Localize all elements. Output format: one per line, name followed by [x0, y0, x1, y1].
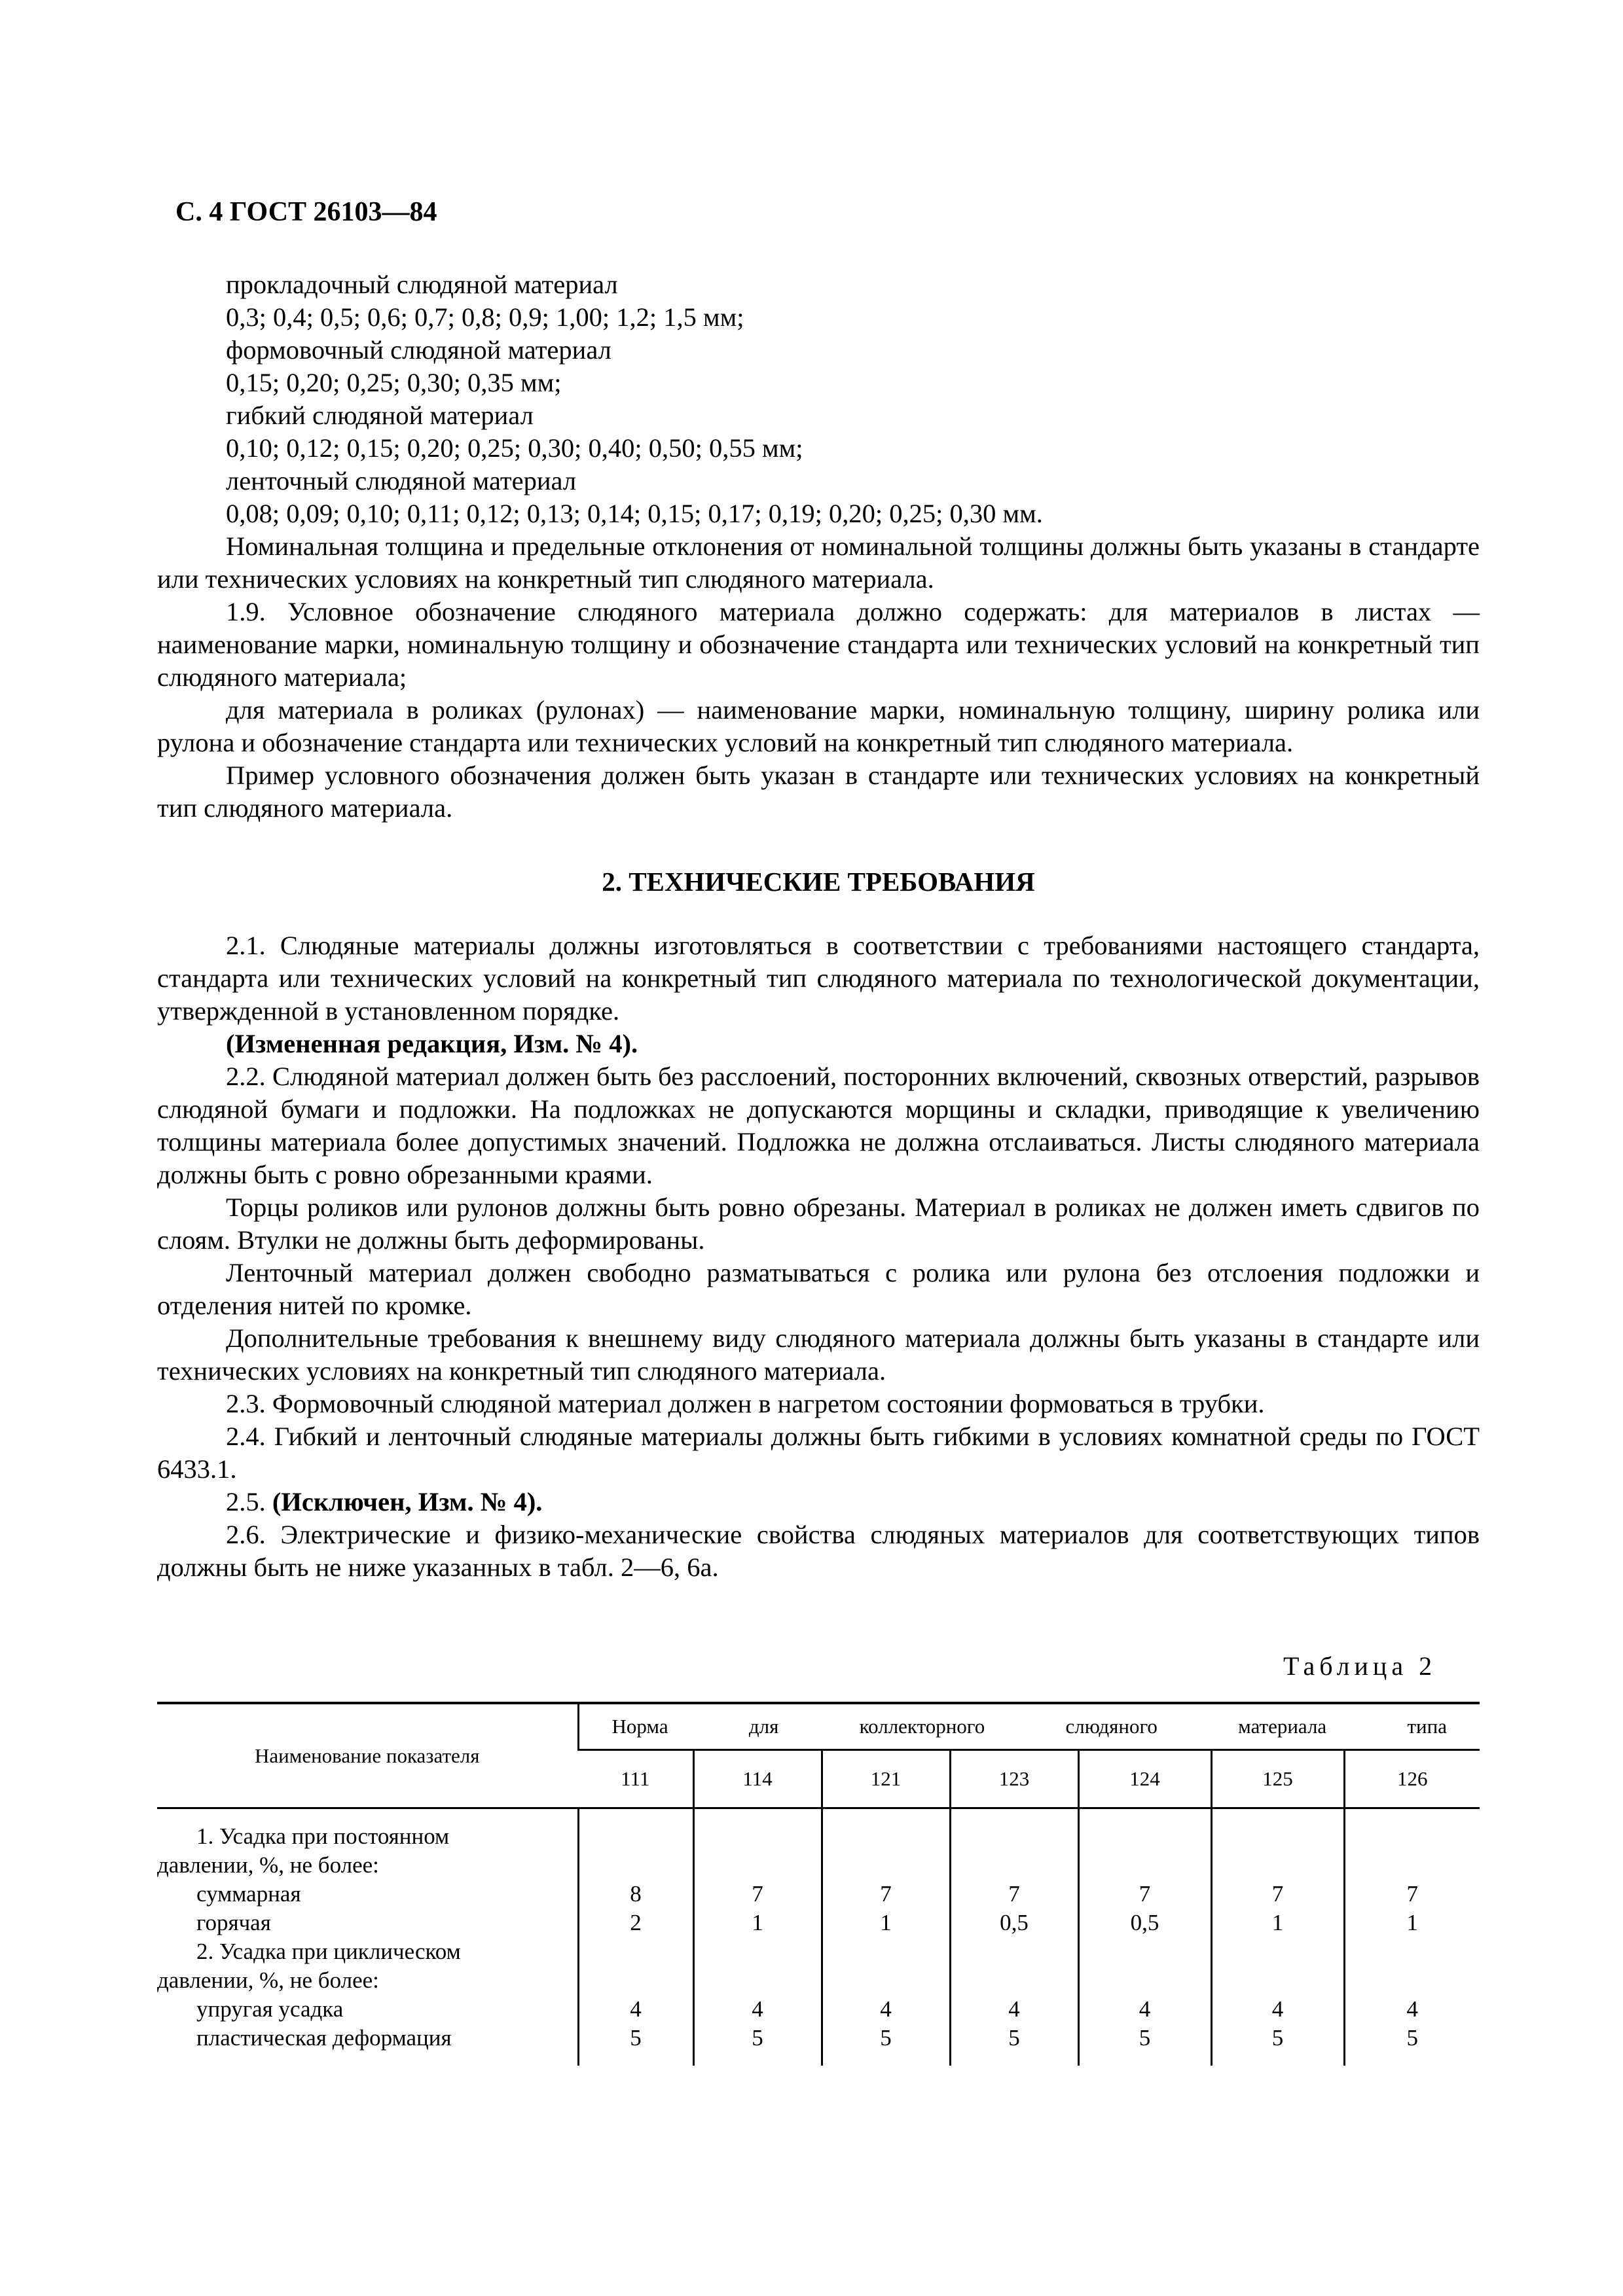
paragraph: 2.1. Слюдяные материалы должны изготовляться в соответствии с требованиями настоящего стандарта, стандарта или технических условий на конкретный тип слюдяного материала по технологической документации, утвержденной в установленном порядке.: [157, 931, 1480, 1026]
list-item: 0,10; 0,12; 0,15; 0,20; 0,25; 0,30; 0,40; 0,50; 0,55 мм;: [226, 433, 803, 463]
column-header-type: 123: [950, 1750, 1078, 1808]
table-row: [157, 1808, 1480, 2066]
column-header-type: 114: [693, 1750, 822, 1808]
paragraph: Пример условного обозначения должен быть указан в стандарте или технических условиях на конкретный тип слюдяного материала.: [157, 761, 1480, 823]
paragraph: [157, 1486, 1480, 1518]
table-cell: [1352, 1966, 1474, 1995]
paragraph: 2.4. Гибкий и ленточный слюдяные материалы должны быть гибкими в условиях комнатной среды по ГОСТ 6433.1.: [157, 1422, 1480, 1484]
value-column: [950, 1808, 1078, 2066]
table-cell: 5: [630, 2025, 642, 2051]
column-header-norm: [578, 1703, 1480, 1750]
table-cell: 7: [1139, 1881, 1151, 1907]
table-cell: [586, 1822, 686, 1851]
paragraph: 2.3. Формовочный слюдяной материал должен в нагретом состоянии формоваться в трубки.: [226, 1389, 1265, 1418]
table-cell: [1219, 1851, 1337, 1880]
table-cell: 7: [1406, 1881, 1418, 1907]
amendment-note: (Измененная редакция, Изм. № 4).: [226, 1029, 638, 1058]
table-cell: [1352, 1822, 1474, 1851]
row-label: горячая: [196, 1910, 271, 1935]
header-word: материала: [1238, 1715, 1327, 1738]
table-cell: [586, 1966, 686, 1995]
column-header-type: 124: [1078, 1750, 1211, 1808]
paragraph: 2.6. Электрические и физико-механические свойства слюдяных материалов для соответствующих типов должны быть не ниже указанных в табл. 2—6, 6а.: [157, 1520, 1480, 1582]
table-cell: 4: [880, 1996, 892, 2022]
row-label: 2. Усадка при циклическом: [196, 1939, 461, 1964]
table-cell: 7: [1008, 1881, 1020, 1907]
row-label: пластическая деформация: [196, 2025, 452, 2051]
data-table: [157, 1702, 1480, 2066]
list-item: 0,3; 0,4; 0,5; 0,6; 0,7; 0,8; 0,9; 1,00; 1,2; 1,5 мм;: [226, 302, 744, 332]
table-cell: [830, 1822, 943, 1851]
table-cell: [1219, 1822, 1337, 1851]
table-cell: 4: [752, 1996, 763, 2022]
table-cell: [958, 1822, 1071, 1851]
table-cell: [1352, 1851, 1474, 1880]
table-cell: 2: [630, 1910, 642, 1935]
table-cell: [1086, 1851, 1204, 1880]
table-cell: 5: [880, 2025, 892, 2051]
table-cell: 4: [1406, 1996, 1418, 2022]
table-cell: [958, 1966, 1071, 1995]
amendment-note: (Исключен, Изм. № 4).: [272, 1487, 543, 1516]
column-header-type: 125: [1211, 1750, 1344, 1808]
row-labels-cell: [157, 1808, 578, 2066]
column-header-type: 126: [1344, 1750, 1480, 1808]
table-cell: 1: [752, 1910, 763, 1935]
paragraph: для материала в роликах (рулонах) — наименование марки, номинальную толщину, ширину ролика или рулона и обозначение стандарта или технических условий на конкретный тип слюдяного материала.: [157, 695, 1480, 757]
table-cell: 5: [1406, 2025, 1418, 2051]
table-cell: 0,5: [1000, 1910, 1029, 1935]
table-cell: [1086, 1822, 1204, 1851]
paragraph: Торцы роликов или рулонов должны быть ровно обрезаны. Материал в роликах не должен иметь сдвигов по слоям. Втулки не должны быть деформированы.: [157, 1193, 1480, 1255]
table-cell: [958, 1851, 1071, 1880]
table-cell: [958, 1937, 1071, 1966]
column-header-type: 121: [822, 1750, 950, 1808]
table-cell: 1: [1406, 1910, 1418, 1935]
column-header-name: Наименование показателя: [157, 1703, 578, 1808]
header-word: коллекторного: [859, 1715, 985, 1738]
table-cell: 7: [880, 1881, 892, 1907]
paragraph: Дополнительные требования к внешнему виду слюдяного материала должны быть указаны в стандарте или технических условиях на конкретный тип слюдяного материала.: [157, 1323, 1480, 1386]
table-cell: 4: [1271, 1996, 1284, 2022]
table-cell: [830, 1966, 943, 1995]
table-cell: 0,5: [1130, 1910, 1159, 1935]
paragraph: 1.9. Условное обозначение слюдяного материала должно содержать: для материалов в листах — наименование марки, номинальную толщину и обозначение стандарта или технических условий на конкретный тип слюдяного материала;: [157, 597, 1480, 692]
header-word: для: [748, 1715, 779, 1738]
list-item: 0,15; 0,20; 0,25; 0,30; 0,35 мм;: [226, 368, 562, 397]
table-cell: [701, 1851, 814, 1880]
table-cell: [830, 1937, 943, 1966]
table-cell: [830, 1851, 943, 1880]
value-column: [1078, 1808, 1211, 2066]
row-label: упругая усадка: [196, 1996, 344, 2022]
table-cell: [1086, 1966, 1204, 1995]
table-cell: 4: [630, 1996, 642, 2022]
table-cell: [701, 1966, 814, 1995]
value-column: [578, 1808, 693, 2066]
page-header: С. 4 ГОСТ 26103—84: [175, 197, 437, 227]
table-cell: [586, 1851, 686, 1880]
table-cell: [701, 1822, 814, 1851]
column-header-type: 111: [578, 1750, 693, 1808]
table-cell: 5: [752, 2025, 763, 2051]
paragraph: Ленточный материал должен свободно разматываться с ролика или рулона без отслоения подложки и отделения нитей по кромке.: [157, 1258, 1480, 1320]
row-label: давлении, %, не более:: [157, 1967, 379, 1993]
table-cell: 4: [1139, 1996, 1151, 2022]
value-column: [822, 1808, 950, 2066]
table-cell: 1: [1271, 1910, 1284, 1935]
table-caption: Таблица 2: [1283, 1651, 1437, 1681]
table-cell: 1: [880, 1910, 892, 1935]
value-column: [1211, 1808, 1344, 2066]
clause-number: 2.5.: [226, 1487, 266, 1516]
paragraph: 2.2. Слюдяной материал должен быть без расслоений, посторонних включений, сквозных отверстий, разрывов слюдяной бумаги и подложки. На подложках не допускаются морщины и складки, приводящие к увеличению толщины материала более допустимых значений. Подложка не должна отслаиваться. Листы слюдяного материала должны быть с ровно обрезанными краями.: [157, 1062, 1480, 1189]
row-label: давлении, %, не более:: [157, 1852, 379, 1878]
list-item: формовочный слюдяной материал: [226, 335, 611, 365]
list-item: прокладочный слюдяной материал: [226, 270, 618, 299]
table-cell: 5: [1139, 2025, 1151, 2051]
table-cell: [1086, 1937, 1204, 1966]
table-cell: 5: [1008, 2025, 1020, 2051]
table-cell: 5: [1271, 2025, 1284, 2051]
paragraph: Номинальная толщина и предельные отклонения от номинальной толщины должны быть указаны в стандарте или технических условиях на конкретный тип слюдяного материала.: [157, 531, 1480, 594]
table-cell: [1219, 1937, 1337, 1966]
section-title: 2. ТЕХНИЧЕСКИЕ ТРЕБОВАНИЯ: [602, 867, 1035, 897]
table-cell: [701, 1937, 814, 1966]
value-column: [1344, 1808, 1480, 2066]
table-cell: 7: [1271, 1881, 1284, 1907]
row-label: суммарная: [196, 1881, 301, 1907]
list-item: 0,08; 0,09; 0,10; 0,11; 0,12; 0,13; 0,14; 0,15; 0,17; 0,19; 0,20; 0,25; 0,30 мм.: [226, 499, 1043, 528]
document-body: [157, 268, 1480, 1584]
header-word: типа: [1407, 1715, 1447, 1738]
list-item: ленточный слюдяной материал: [226, 466, 577, 495]
value-column: [693, 1808, 822, 2066]
table-cell: [586, 1937, 686, 1966]
header-word: слюдяного: [1065, 1715, 1158, 1738]
table-cell: [1219, 1966, 1337, 1995]
row-label: 1. Усадка при постоянном: [196, 1823, 450, 1849]
table-cell: 7: [752, 1881, 763, 1907]
table-cell: 8: [630, 1881, 642, 1907]
table-cell: [1352, 1937, 1474, 1966]
header-word: Норма: [611, 1715, 668, 1738]
list-item: гибкий слюдяной материал: [226, 401, 534, 430]
table-cell: 4: [1008, 1996, 1020, 2022]
